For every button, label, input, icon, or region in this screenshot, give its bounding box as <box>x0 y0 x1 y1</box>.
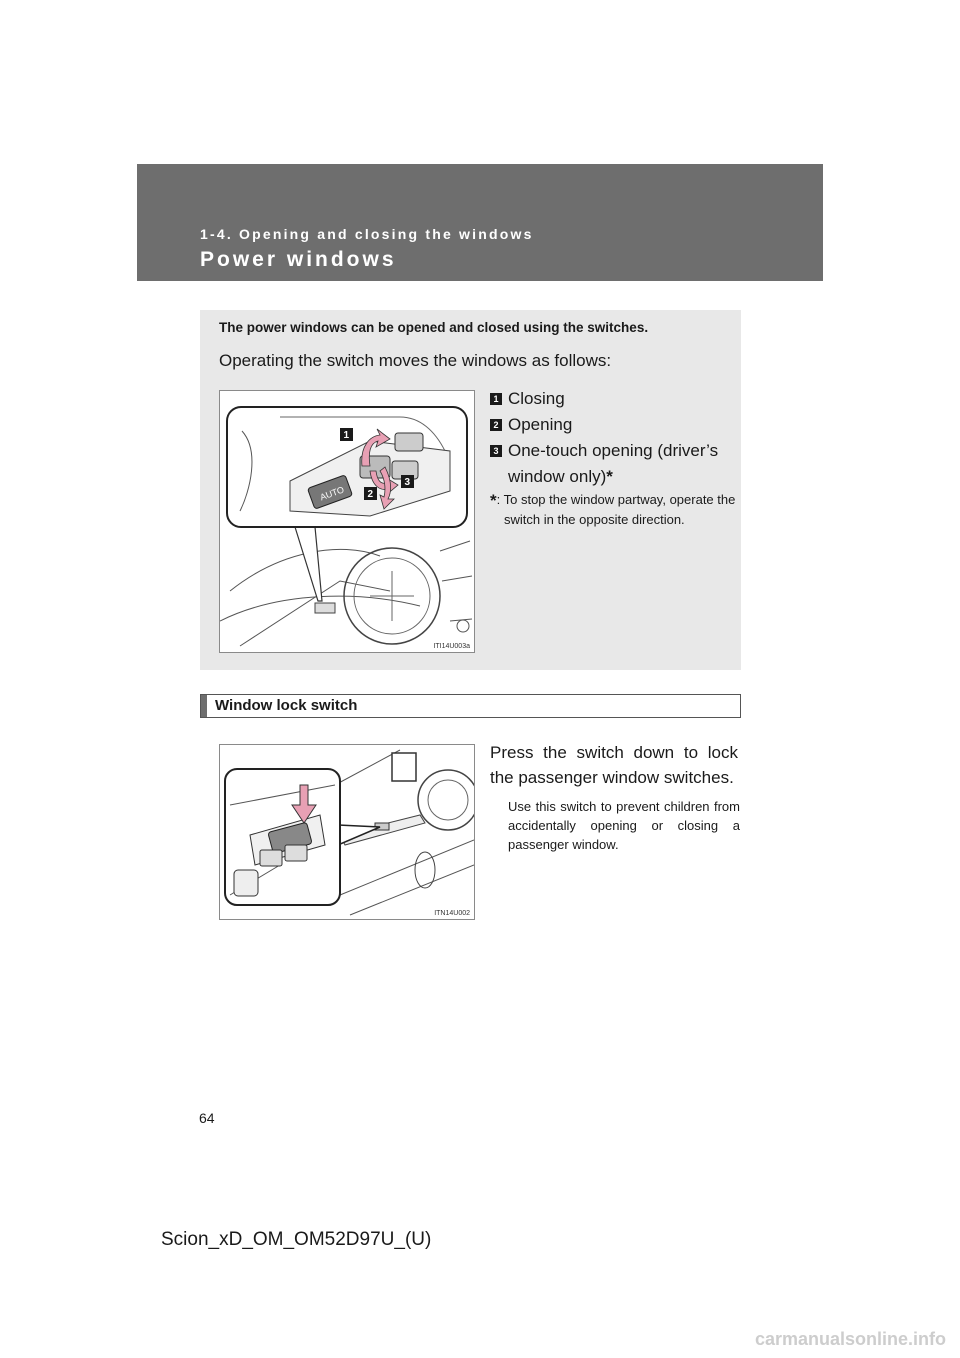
footnote-text: : To stop the window partway, operate the switch in the opposite direction. <box>496 492 736 527</box>
subsection-tab <box>201 695 207 717</box>
legend-list <box>490 386 730 490</box>
watermark-text: carmanualsonline.info <box>754 1329 946 1349</box>
auto-switch-label: AUTO <box>318 484 346 503</box>
legend-label: Opening <box>508 415 573 434</box>
intro-text: The power windows can be opened and closed using the switches. <box>219 320 649 335</box>
section-label: 1-4. Opening and closing the windows <box>200 226 534 242</box>
legend-item <box>490 386 730 412</box>
legend-number-3: 3 <box>490 445 502 457</box>
legend-item <box>490 412 730 438</box>
footnote-marker: * <box>490 491 497 510</box>
legend-label: Closing <box>508 389 565 408</box>
legend-label: One-touch opening (driver’s window only) <box>508 441 719 486</box>
footnote <box>490 490 736 529</box>
figure-code: ITI14U003a <box>433 643 470 650</box>
callout-2-label: 2 <box>367 489 374 500</box>
legend-number-2: 2 <box>490 419 502 431</box>
subsection-heading <box>200 694 741 718</box>
subsection-title: Window lock switch <box>215 697 358 714</box>
legend-number-1: 1 <box>490 393 502 405</box>
lock-instruction: Press the switch down to lock the passenger window switches. <box>490 743 738 787</box>
callout-3-label: 3 <box>404 477 411 488</box>
footer-code: Scion_xD_OM_OM52D97U_(U) <box>161 1229 432 1250</box>
door-switch-illustration <box>220 391 474 652</box>
legend-item <box>490 438 730 490</box>
window-lock-figure <box>219 744 475 920</box>
page-number: 64 <box>199 1110 215 1126</box>
watermark <box>736 1326 952 1354</box>
power-window-switch-figure <box>219 390 475 653</box>
asterisk-marker: * <box>606 467 613 486</box>
figure-code: ITN14U002 <box>434 910 470 917</box>
callout-1-label: 1 <box>343 430 350 441</box>
page-title: Power windows <box>200 248 397 271</box>
window-lock-illustration <box>220 745 474 919</box>
lock-note: Use this switch to prevent children from accidentally opening or closing a passenger window. <box>508 799 740 852</box>
operating-text: Operating the switch moves the windows as follows: <box>219 351 612 370</box>
